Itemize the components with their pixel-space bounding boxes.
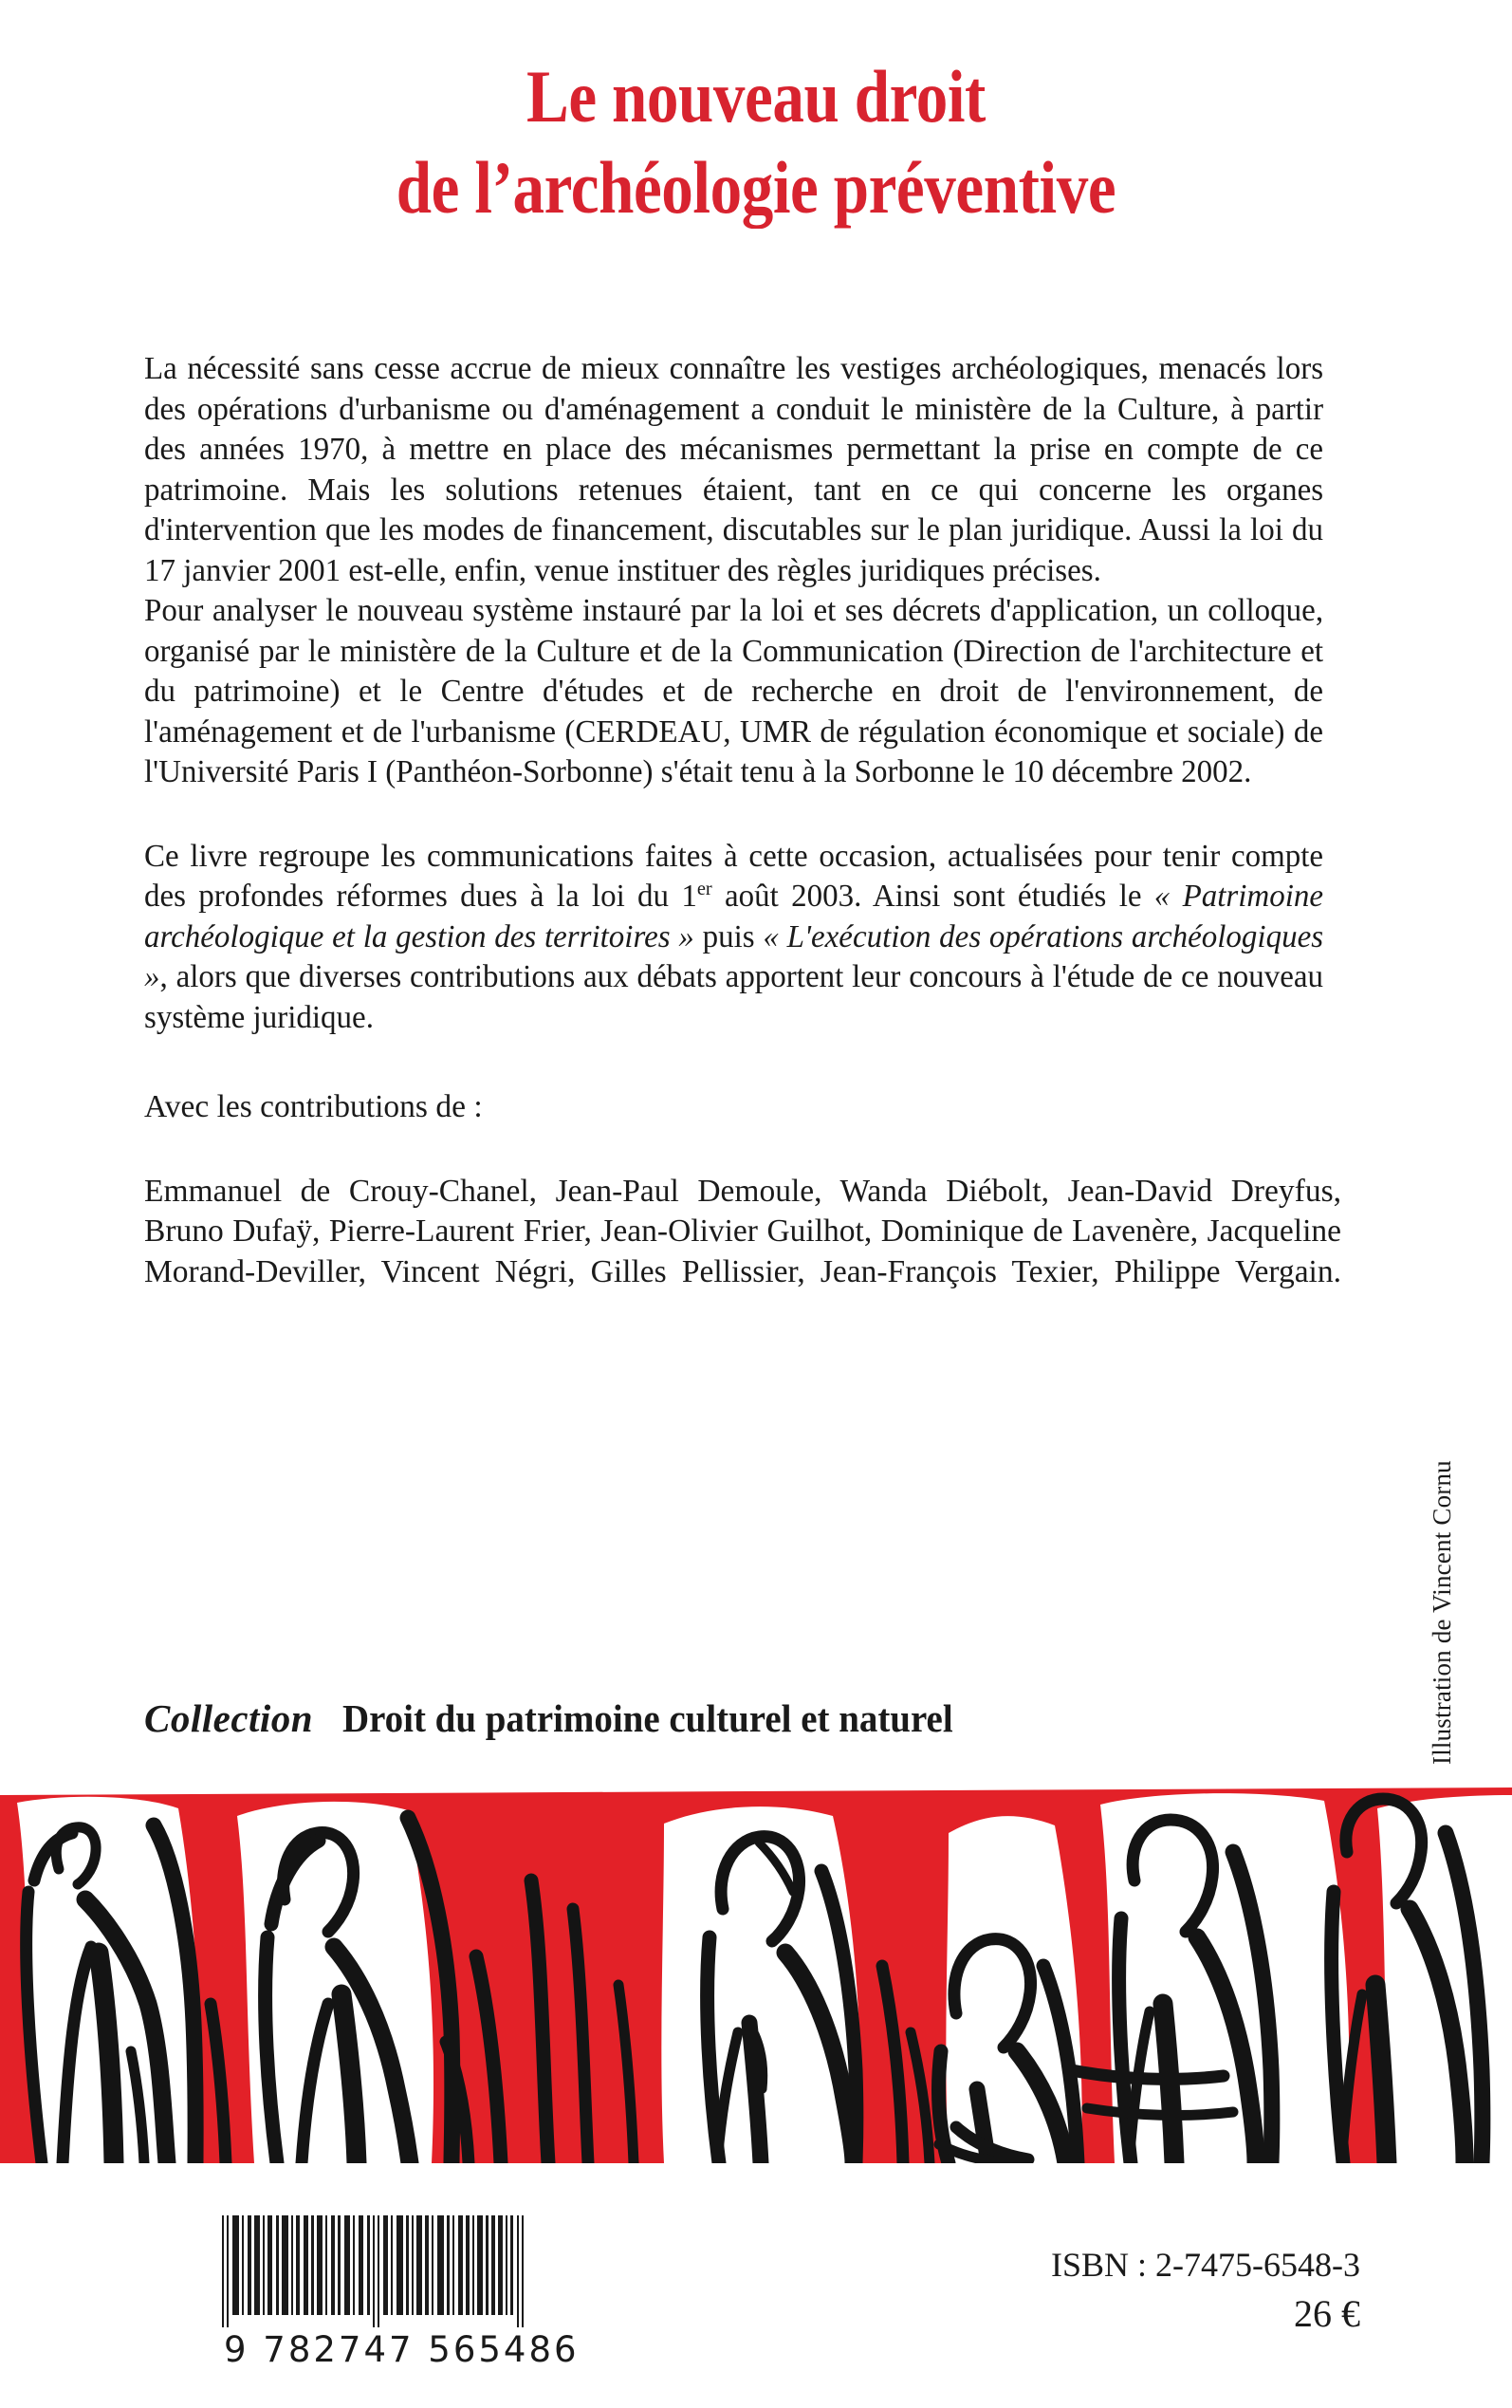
contributors-intro: Avec les contributions de : <box>144 1089 483 1124</box>
blurb-p3-part-c: puis <box>693 918 764 954</box>
barcode <box>220 2215 580 2370</box>
cover-illustration <box>0 1767 1512 2163</box>
ordinal-suffix: er <box>696 877 712 899</box>
collection-label: Collection <box>144 1696 314 1740</box>
title-line-1: Le nouveau droit <box>526 55 986 138</box>
contributors-list: Emmanuel de Crouy-Chanel, Jean-Paul Demoule, Wanda Diébolt, Jean-David Dreyfus, Bruno Dufaÿ, Pierre-Laurent Frier, Jean-Olivier Guilhot, Dominique de Lavenère, Jacqueline Morand-Deviller, Vincent Négri, Gilles Pellissier, Jean-François Texier, Philippe Vergain. <box>144 1173 1341 1289</box>
blurb-p3-part-d: , alors que diverses contributions aux débats apportent leur concours à l'étude de ce nouveau système juridique. <box>144 959 1324 1035</box>
price: 26 € <box>1294 2292 1360 2335</box>
collection-name: Droit du patrimoine culturel et naturel <box>342 1696 953 1740</box>
spacer <box>144 1038 1341 1087</box>
blurb-quoted-title-2: « L'exécution des opérations archéologiques » <box>144 918 1324 994</box>
isbn-number: ISBN : 2-7475-6548-3 <box>1051 2246 1360 2284</box>
barcode-digits: 9 782747 565486 <box>224 2329 580 2370</box>
blurb-paragraph-2: Pour analyser le nouveau système instauré par la loi et ses décrets d'application, un colloque, organisé par le ministère de la Culture et de la Communication (Direction de l'architecture et du patrimoine) et le Centre d'études et de recherche en droit de l'environnement, de l'aménagement et de l'urbanisme (CERDEAU, UMR de régulation économique et sociale) de l'Université Paris I (Panthéon-Sorbonne) s'était tenu à la Sorbonne le 10 décembre 2002. <box>144 593 1324 789</box>
illustration-credit-text: Illustration de Vincent Cornu <box>1428 1460 1456 1765</box>
back-cover-blurb <box>144 349 1341 1333</box>
spacer <box>144 793 1341 837</box>
collection-line <box>144 1695 1341 1742</box>
blurb-p3-part-a: Ce livre regroupe les communications faites à cette occasion, actualisées pour tenir compte des profondes réformes dues à la loi du 1 <box>144 838 1324 914</box>
isbn-block <box>1051 2241 1360 2340</box>
blurb-quoted-title-1: « Patrimoine archéologique et la gestion des territoires » <box>144 879 1324 954</box>
book-title <box>0 51 1512 233</box>
blurb-paragraph-3 <box>144 837 1323 1039</box>
illustration-artwork <box>0 1767 1512 2163</box>
barcode-bars <box>220 2215 533 2327</box>
spacer <box>144 1128 1341 1172</box>
title-line-2: de l’archéologie préventive <box>396 146 1116 229</box>
blurb-p3-part-b: août 2003. Ainsi sont étudiés le <box>711 879 1154 914</box>
illustration-credit <box>1428 949 1456 1765</box>
cover-footer <box>0 2163 1512 2408</box>
blurb-paragraph-1: La nécessité sans cesse accrue de mieux connaître les vestiges archéologiques, menacés lors des opérations d'urbanisme ou d'aménagement a conduit le ministère de la Culture, à partir des années 1970, à mettre en place des mécanismes permettant la prise en compte de ce patrimoine. Mais les solutions retenues étaient, tant en ce qui concerne les organes d'intervention que les modes de financement, discutables sur le plan juridique. Aussi la loi du 17 janvier 2001 est-elle, enfin, venue instituer des règles juridiques précises. <box>144 351 1324 588</box>
